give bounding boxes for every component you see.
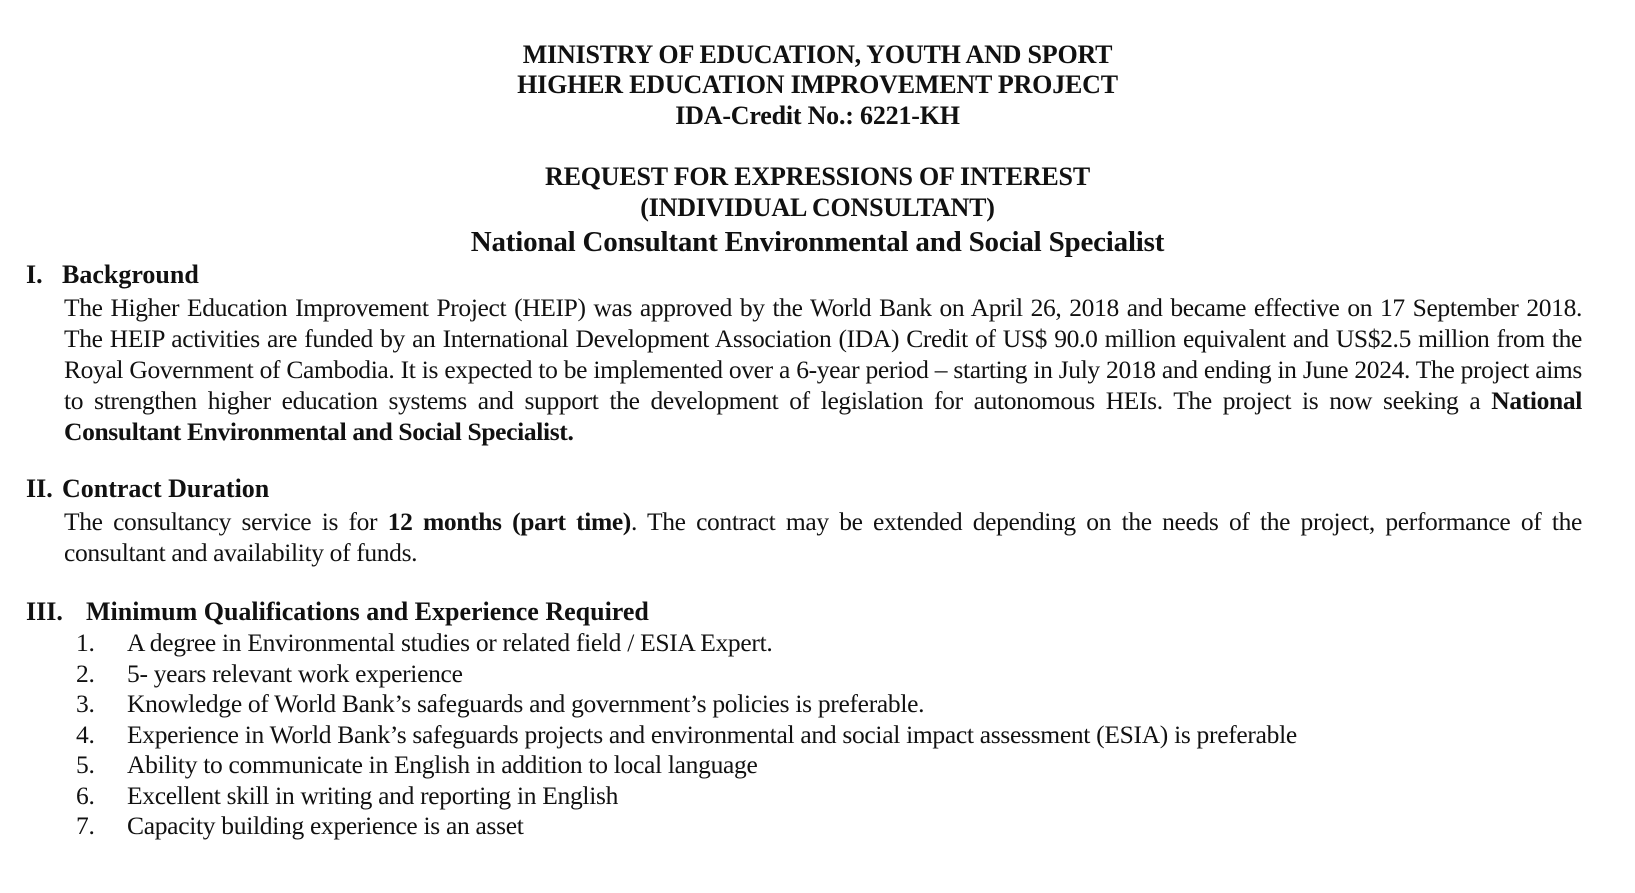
contract-text-before: The consultancy service is for — [64, 507, 388, 536]
list-index: 1. — [76, 628, 95, 657]
list-text: 5- years relevant work experience — [127, 659, 463, 688]
contract-duration-emphasis: 12 months (part time) — [387, 507, 631, 536]
section-number: II. — [26, 474, 53, 503]
credit-number: IDA-Credit No.: 6221-KH — [675, 101, 960, 130]
list-text: A degree in Environmental studies or related field / ESIA Expert. — [127, 628, 773, 657]
section-contract-duration-heading — [26, 474, 269, 504]
list-index: 4. — [76, 720, 95, 749]
list-index: 6. — [76, 781, 95, 810]
background-paragraph — [64, 292, 1582, 447]
section-title: Minimum Qualifications and Experience Required — [86, 597, 649, 626]
section-title: Contract Duration — [62, 474, 270, 503]
section-number: III. — [26, 597, 63, 626]
section-background-heading — [26, 260, 199, 290]
contract-text-after: . The contract may be extended depending on the needs of the project, performance of the consultant and availability of funds. — [64, 507, 1582, 567]
list-index: 7. — [76, 811, 95, 840]
consultant-type-heading: (INDIVIDUAL CONSULTANT) — [640, 193, 995, 222]
ministry-heading: MINISTRY OF EDUCATION, YOUTH AND SPORT — [522, 40, 1113, 69]
section-qualifications-heading — [26, 597, 649, 627]
background-position-emphasis: National Consultant Environmental and Social Specialist. — [64, 386, 1582, 446]
background-text: The Higher Education Improvement Project (HEIP) was approved by the World Bank on April 26, 2018 and became effective on 17 September 2018. The HEIP activities are funded by an International Development Association (IDA) Credit of US$ 90.0 million equivalent and US$2.5 million from the Royal Government of Cambodia. It is expected to be implemented over a 6-year period – starting in July 2018 and ending in June 2024. The project aims to strengthen higher education systems and support the development of legislation for autonomous HEIs. The project is now seeking a — [64, 293, 1582, 415]
section-number: I. — [26, 260, 43, 289]
project-heading: HIGHER EDUCATION IMPROVEMENT PROJECT — [517, 70, 1118, 99]
position-title: National Consultant Environmental and Social Specialist — [470, 226, 1165, 258]
list-text: Experience in World Bank’s safeguards projects and environmental and social impact assessment (ESIA) is preferable — [127, 720, 1297, 749]
contract-duration-paragraph — [64, 506, 1582, 568]
request-heading: REQUEST FOR EXPRESSIONS OF INTEREST — [545, 162, 1090, 191]
section-title: Background — [62, 260, 199, 289]
list-index: 5. — [76, 750, 95, 779]
list-text: Ability to communicate in English in addition to local language — [127, 750, 758, 779]
list-text: Excellent skill in writing and reporting in English — [127, 781, 619, 810]
list-text: Knowledge of World Bank’s safeguards and government’s policies is preferable. — [127, 689, 925, 718]
list-index: 2. — [76, 659, 95, 688]
list-text: Capacity building experience is an asset — [127, 811, 524, 840]
list-index: 3. — [76, 689, 95, 718]
